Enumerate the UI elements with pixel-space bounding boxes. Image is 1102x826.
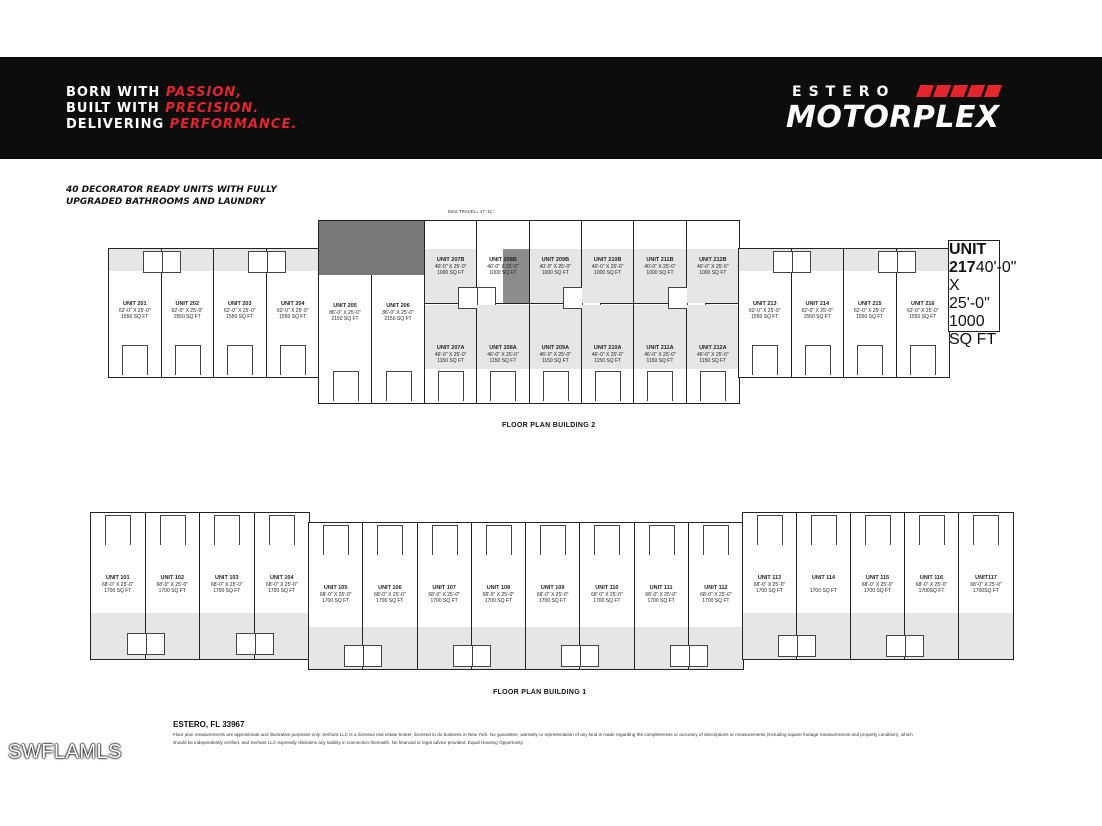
garage-door xyxy=(333,371,359,401)
garage-door xyxy=(432,525,458,555)
unit-name: UNIT 103 xyxy=(214,575,239,581)
unit-dimensions: 62'-0" X 25'-0" xyxy=(906,307,939,314)
garage-door xyxy=(543,371,569,401)
unit-name: UNIT 115 xyxy=(865,575,890,581)
unit-name: UNIT 104 xyxy=(269,575,294,581)
unit-column-210 xyxy=(582,221,634,403)
highlighted-area xyxy=(319,221,372,275)
unit-square-feet: 1700 SQ FT xyxy=(104,588,132,594)
unit-label xyxy=(580,585,633,605)
unit-name: UNIT 206 xyxy=(386,303,410,309)
unit-label xyxy=(255,575,310,595)
unit-label xyxy=(530,345,581,365)
unit-117 xyxy=(959,513,1013,659)
unit-name: UNIT 205 xyxy=(333,303,357,309)
unit-label xyxy=(477,257,528,277)
unit-square-feet: 1700 SQ FT xyxy=(213,588,241,594)
unit-name: UNIT 214 xyxy=(805,301,830,307)
tagline-accent: PASSION, xyxy=(165,85,243,100)
unit-dimensions: 62'-0" X 25'-0" xyxy=(276,307,309,314)
unit-label xyxy=(530,257,581,277)
unit-dimensions: 46'-0" X 25'-0" xyxy=(539,351,572,358)
highlighted-area xyxy=(372,221,424,275)
bathroom xyxy=(670,645,708,667)
garage-door xyxy=(105,515,131,545)
unit-square-feet: 1700 SQ FT xyxy=(647,598,675,604)
unit-name: UNIT 211B xyxy=(646,257,674,263)
unit-square-feet: 1550 SQ FT xyxy=(279,314,307,320)
footer-disclaimer-line-2: should be independently verified, and Serhant LLC expressly disclaims any liability in connection therewith. No financial or legal advice provided. Equal Housing Opportunity. xyxy=(173,740,524,745)
unit-name: UNIT 106 xyxy=(378,585,402,591)
unit-square-feet: 2150 SQ FT xyxy=(384,316,412,322)
unit-110 xyxy=(580,523,634,669)
bathroom xyxy=(886,635,924,657)
unit-label xyxy=(949,241,1017,349)
unit-label xyxy=(109,301,161,321)
bathroom xyxy=(453,645,491,667)
garage-door xyxy=(805,345,831,375)
unit-square-feet: 1700 SQ FT xyxy=(158,588,186,594)
unit-column-211 xyxy=(634,221,686,403)
unit-dimensions: 86'-0" X 25'-0" xyxy=(382,309,414,316)
tagline-line-2 xyxy=(66,101,259,116)
tagline-accent: PRECISION. xyxy=(165,101,260,116)
tagline-line-1 xyxy=(66,85,242,100)
building-2-west-block xyxy=(108,248,320,378)
tagline-lead: BUILT WITH xyxy=(66,101,166,116)
unit-dimensions: 62'-0" X 25'-0" xyxy=(118,307,151,314)
unit-square-feet: 1000 SQ FT xyxy=(646,270,674,276)
unit-square-feet: 1700 SQ FT xyxy=(376,598,404,604)
unit-square-feet: 1700 SQ FT xyxy=(702,598,730,604)
tagline-accent: PERFORMANCE. xyxy=(169,117,298,132)
header-banner xyxy=(0,57,1102,159)
unit-label xyxy=(959,575,1013,595)
brand-logo-top: ESTERO xyxy=(792,84,896,100)
unit-square-feet: 1550 SQ FT xyxy=(173,314,201,320)
unit-dimensions: 68'-0" X 25'-0" xyxy=(156,581,189,588)
unit-name: UNIT 210A xyxy=(593,345,622,351)
unit-dimensions: 40'-0" X 25'-0" xyxy=(949,259,1017,312)
unit-label xyxy=(634,257,685,277)
garage-door xyxy=(323,525,349,555)
unit-label xyxy=(200,575,254,595)
garage-door xyxy=(540,525,566,555)
garage-door xyxy=(865,515,891,545)
building-2-center-block xyxy=(318,220,740,404)
footer-disclaimer-line-1: Floor plan measurements are approximate and illustrative purposes only. Serhant LLC is a licensed real estate broker, licensed to do business in New York. No guarantee, warranty or representation of any kind is made regarding the completeness or accuracy of descriptions or measurements (including square footage measurements and property condition), which xyxy=(173,732,913,737)
unit-name: UNIT 209B xyxy=(541,257,570,263)
unit-name: UNIT 101 xyxy=(105,575,130,581)
unit-label xyxy=(739,301,791,321)
garage-door xyxy=(757,515,783,545)
unit-206 xyxy=(372,221,425,403)
unit-square-feet: 1550 SQ FT xyxy=(803,314,831,320)
building-2-caption: FLOOR PLAN BUILDING 2 xyxy=(502,422,596,429)
unit-102 xyxy=(146,513,201,659)
unit-label xyxy=(689,585,743,605)
garage-door xyxy=(752,345,778,375)
unit-dimensions: 46'-0" X 25'-0" xyxy=(644,351,676,358)
unit-square-feet: 1000 SQ FT xyxy=(489,270,517,276)
unit-square-feet: 1700 SQ FT xyxy=(539,598,567,604)
unit-square-feet: 1000 SQ FT xyxy=(699,270,727,276)
unit-dimensions: 68'-0" X 25'-0" xyxy=(591,591,623,598)
unit-dimensions: 68'-0" X 25'-0" xyxy=(319,591,352,598)
unit-label xyxy=(743,575,796,595)
unit-label xyxy=(214,301,266,321)
unit-108 xyxy=(472,523,526,669)
bathroom xyxy=(561,645,599,667)
unit-dimensions: 68'-0" X 25'-0" xyxy=(482,591,515,598)
unit-name: UNIT 102 xyxy=(160,575,185,581)
bathroom xyxy=(344,645,382,667)
unit-square-feet: 1150 SQ FT xyxy=(594,358,622,364)
unit-label xyxy=(635,585,688,605)
unit-square-feet: 1700 SQ FT xyxy=(268,588,296,594)
unit-square-feet: 1150 SQ FT xyxy=(437,358,465,364)
unit-label xyxy=(319,303,371,323)
unit-205 xyxy=(319,221,372,403)
unit-name: UNIT 212B xyxy=(699,257,727,263)
unit-square-feet: 1700 SQ FT xyxy=(322,598,350,604)
tagline-line-3 xyxy=(66,117,297,132)
unit-name: UNIT 208A xyxy=(489,345,517,351)
garage-door xyxy=(377,525,403,555)
building-1-east-block xyxy=(742,512,1014,660)
unit-label xyxy=(91,575,145,595)
unit-dimensions: 68'-0" X 25'-0" xyxy=(700,591,732,598)
unit-name: UNIT 202 xyxy=(175,301,200,307)
unit-name: UNIT 107 xyxy=(432,585,456,591)
bathroom xyxy=(236,633,274,655)
unit-dimensions: 62'-0" X 25'-0" xyxy=(171,307,204,314)
unit-label xyxy=(418,585,471,605)
unit-dimensions: 40'-0" X 25'-0" xyxy=(644,263,676,270)
unit-dimensions: 68'-0" X 25'-0" xyxy=(101,581,134,588)
unit-label xyxy=(634,345,685,365)
unit-label xyxy=(687,257,739,277)
unit-square-feet: 1000 SQ FT xyxy=(594,270,622,276)
unit-square-feet: 1550 SQ FT xyxy=(909,314,937,320)
unit-name: UNIT 201 xyxy=(122,301,147,307)
garage-door xyxy=(280,345,306,375)
unit-square-feet: 1700 SQ FT xyxy=(809,588,838,594)
bathroom xyxy=(127,633,165,655)
unit-204 xyxy=(267,249,320,377)
unit-label xyxy=(309,585,362,605)
garage-door xyxy=(227,345,253,375)
garage-door xyxy=(486,525,512,555)
unit-label xyxy=(792,301,844,321)
unit-column-207 xyxy=(425,221,477,403)
unit-square-feet: 1550 SQ FT xyxy=(226,314,254,320)
unit-label xyxy=(425,257,476,277)
garage-door xyxy=(175,345,201,375)
unit-square-feet: 1700 SQ FT xyxy=(430,598,458,604)
unit-name: UNIT 211A xyxy=(646,345,674,351)
storage-area xyxy=(959,613,1013,659)
garage-door xyxy=(700,371,726,401)
mls-watermark: SWFLAMLS xyxy=(8,741,123,763)
unit-square-feet: 1150 SQ FT xyxy=(489,358,517,364)
unit-name: UNIT 210B xyxy=(593,257,622,263)
brand-logo-main: MOTORPLEX xyxy=(786,100,1000,135)
unit-dimensions: 46'-0" X 25'-0" xyxy=(591,351,624,358)
garage-door xyxy=(594,525,620,555)
unit-216 xyxy=(897,249,950,377)
unit-name: UNIT 212A xyxy=(699,345,727,351)
unit-dimensions: 68'-0" X 25'-0" xyxy=(210,581,243,588)
garage-door xyxy=(703,525,729,555)
tagline-lead: DELIVERING xyxy=(66,117,170,132)
footer-address: ESTERO, FL 33967 xyxy=(173,720,245,729)
unit-dimensions: 68'-0" X 25'-0" xyxy=(265,581,298,588)
unit-dimensions: 40'-0" X 25'-0" xyxy=(697,263,729,270)
garage-door xyxy=(386,371,412,401)
building-1-center-block xyxy=(308,522,744,670)
unit-name: UNIT 114 xyxy=(811,575,836,581)
unit-106 xyxy=(363,523,417,669)
garage-door xyxy=(214,515,240,545)
unit-dimensions: 68'-0" X 25'-0" xyxy=(428,591,460,598)
unit-label xyxy=(851,575,904,595)
tagline-lead: BORN WITH xyxy=(66,85,166,100)
bathroom xyxy=(878,251,916,273)
unit-name: UNIT 111 xyxy=(649,585,673,591)
garage-door xyxy=(973,515,999,545)
unit-104 xyxy=(255,513,310,659)
garage-door xyxy=(857,345,883,375)
unit-square-feet: 1700SQ FT xyxy=(918,588,945,594)
unit-name: UNIT 213 xyxy=(752,301,777,307)
unit-dimensions: 62'-0" X 25'-0" xyxy=(223,307,256,314)
unit-square-feet: 1550 SQ FT xyxy=(856,314,884,320)
unit-square-feet: 2150 SQ FT xyxy=(331,316,359,322)
building-2-east-block xyxy=(738,248,950,378)
intro-heading-line-2: UPGRADED BATHROOMS AND LAUNDRY xyxy=(66,197,266,207)
unit-square-feet: 1150 SQ FT xyxy=(646,358,674,364)
unit-column-209 xyxy=(530,221,582,403)
unit-dimensions: 46'-0" X 25'-0" xyxy=(434,351,467,358)
unit-name: UNIT 207B xyxy=(436,257,465,263)
unit-label xyxy=(582,345,633,365)
unit-label xyxy=(687,345,739,365)
unit-dimensions: 68'-0" X 25'-0" xyxy=(374,591,406,598)
unit-square-feet: 1550 SQ FT xyxy=(751,314,779,320)
unit-214 xyxy=(792,249,845,377)
unit-dimensions: 46'-0" X 25'-0" xyxy=(487,351,519,358)
garage-door xyxy=(490,371,516,401)
unit-dimensions: 68'-0" X 25'-0" xyxy=(970,581,1002,588)
unit-square-feet: 1700SQ FT xyxy=(973,588,999,594)
unit-label xyxy=(477,345,528,365)
garage-door xyxy=(919,515,945,545)
unit-202 xyxy=(162,249,215,377)
unit-dimensions: 68'-0" X 25'-0" xyxy=(536,591,569,598)
garage-door xyxy=(122,345,148,375)
unit-dimensions: 68'-0" X 25'-0" xyxy=(861,581,894,588)
unit-label xyxy=(146,575,200,595)
unit-dimensions: 68'-0" X 25'-0" xyxy=(753,581,786,588)
brand-stripes-icon xyxy=(918,85,1000,97)
unit-label xyxy=(162,301,214,321)
unit-label xyxy=(267,301,320,321)
unit-name: UNIT117 xyxy=(975,575,997,581)
unit-name: UNIT 113 xyxy=(757,575,782,581)
unit-name: UNIT 105 xyxy=(323,585,348,591)
unit-label xyxy=(897,301,950,321)
unit-label xyxy=(797,575,850,595)
unit-dimensions: 62'-0" X 25'-0" xyxy=(801,307,834,314)
unit-dimensions: 68'-0" X 25'-0" xyxy=(915,581,948,588)
unit-square-feet: 1700 SQ FT xyxy=(593,598,621,604)
unit-dimensions: 40'-0" X 25'-0" xyxy=(591,263,624,270)
bathroom xyxy=(778,635,816,657)
unit-dimensions: 40'-0" X 25'-0" xyxy=(539,263,572,270)
unit-dimensions: 86'-0" X 25'-0" xyxy=(329,309,361,316)
unit-114 xyxy=(797,513,851,659)
unit-label xyxy=(425,345,476,365)
unit-name: UNIT 217 xyxy=(949,241,987,276)
unit-dimensions: 40'-0" X 25'-0" xyxy=(434,263,467,270)
building-1-caption: FLOOR PLAN BUILDING 1 xyxy=(493,689,587,696)
unit-square-feet: 1700 SQ FT xyxy=(863,588,892,594)
garage-door xyxy=(160,515,186,545)
unit-name: UNIT 207A xyxy=(436,345,465,351)
unit-square-feet: 1700 SQ FT xyxy=(484,598,512,604)
unit-label xyxy=(372,303,424,323)
unit-dimensions: 62'-0" X 25'-0" xyxy=(748,307,781,314)
unit-name: UNIT 203 xyxy=(227,301,252,307)
unit-square-feet: 1150 SQ FT xyxy=(541,358,569,364)
max-travel-note: MAX TRAVEL= 47'-11" xyxy=(448,209,494,214)
unit-name: UNIT 204 xyxy=(280,301,305,307)
bathroom xyxy=(143,251,181,273)
unit-square-feet: 1000 SQ FT xyxy=(949,313,997,348)
building-2-unit-217-block xyxy=(948,240,1017,348)
unit-square-feet: 1550 SQ FT xyxy=(121,314,149,320)
unit-dimensions: 46'-0" X 25'-0" xyxy=(697,351,729,358)
garage-door xyxy=(595,371,621,401)
garage-door xyxy=(647,371,673,401)
unit-name: UNIT 208B xyxy=(489,257,517,263)
unit-name: UNIT 116 xyxy=(919,575,944,581)
unit-name: UNIT 110 xyxy=(595,585,619,591)
unit-112 xyxy=(689,523,743,669)
unit-name: UNIT 209A xyxy=(541,345,570,351)
building-1-west-block xyxy=(90,512,310,660)
unit-label xyxy=(582,257,633,277)
unit-name: UNIT 112 xyxy=(704,585,728,591)
unit-label xyxy=(844,301,896,321)
unit-name: UNIT 109 xyxy=(540,585,565,591)
unit-label xyxy=(905,575,958,595)
garage-door xyxy=(649,525,675,555)
unit-square-feet: 1000 SQ FT xyxy=(437,270,465,276)
unit-label xyxy=(472,585,525,605)
intro-heading-line-1: 40 DECORATOR READY UNITS WITH FULLY xyxy=(66,185,277,195)
unit-dimensions: 40'-0" X 25'-0" xyxy=(487,263,519,270)
garage-door xyxy=(811,515,837,545)
unit-name: UNIT 108 xyxy=(486,585,511,591)
unit-square-feet: 1700 SQ FT xyxy=(755,588,784,594)
unit-square-feet: 1000 SQ FT xyxy=(541,270,569,276)
unit-column-212 xyxy=(687,221,739,403)
bathroom xyxy=(773,251,811,273)
bathroom xyxy=(248,251,286,273)
unit-dimensions: 68'-0" X 25'-0" xyxy=(645,591,677,598)
garage-door xyxy=(910,345,936,375)
unit-name: UNIT 216 xyxy=(910,301,935,307)
unit-square-feet: 1150 SQ FT xyxy=(699,358,727,364)
unit-label xyxy=(363,585,416,605)
unit-label xyxy=(526,585,579,605)
unit-column-208 xyxy=(477,221,529,403)
unit-name: UNIT 215 xyxy=(857,301,882,307)
garage-door xyxy=(438,371,464,401)
unit-116 xyxy=(905,513,959,659)
garage-door xyxy=(269,515,295,545)
unit-dimensions: 62'-0" X 25'-0" xyxy=(853,307,886,314)
